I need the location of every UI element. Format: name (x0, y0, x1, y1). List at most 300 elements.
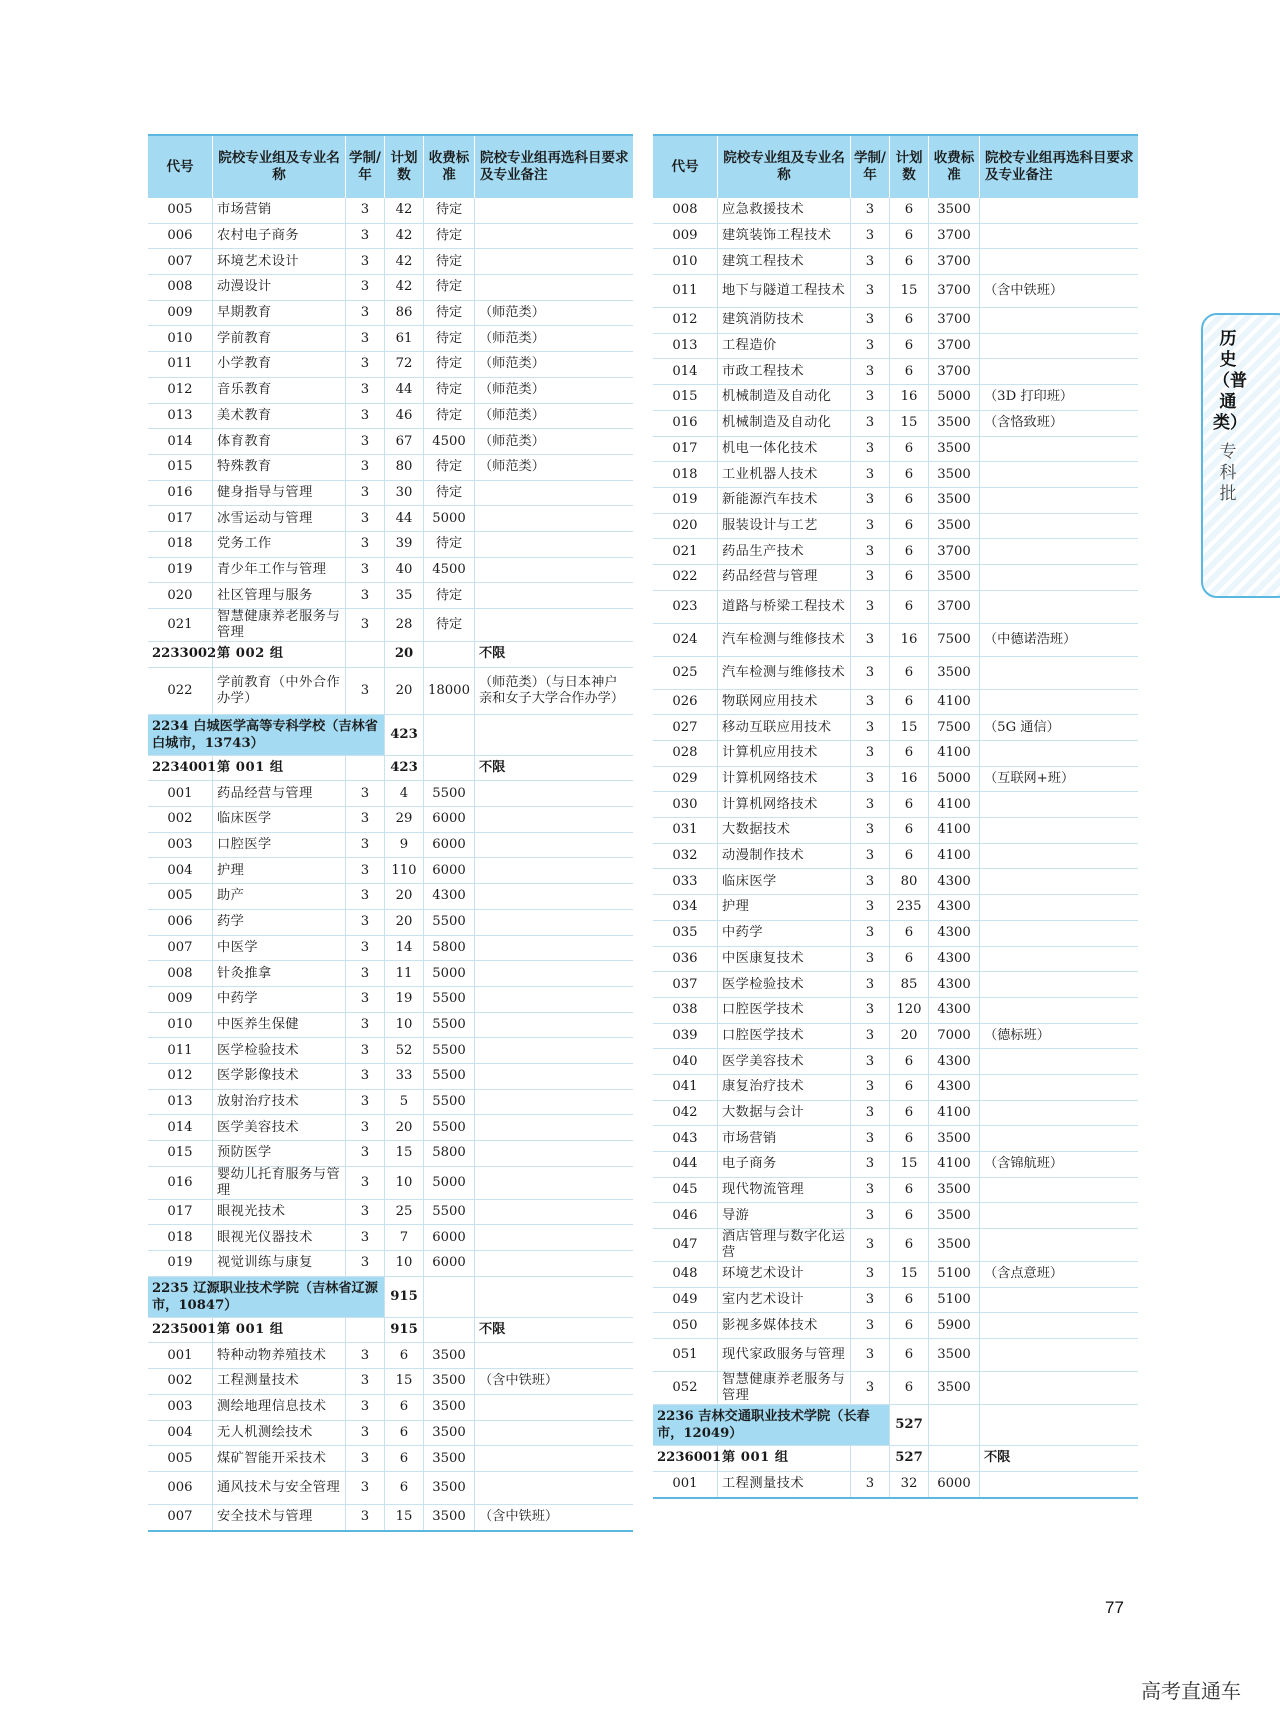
major-fee: 待定 (424, 609, 475, 642)
major-remark (980, 359, 1139, 385)
major-fee: 3500 (929, 1126, 980, 1152)
major-name: 针灸推拿 (213, 961, 346, 987)
major-row (148, 249, 633, 275)
major-remark (980, 1074, 1139, 1100)
major-plan: 10 (385, 1251, 424, 1277)
major-row (148, 961, 633, 987)
major-remark (475, 531, 634, 557)
major-row (653, 590, 1138, 623)
major-fee: 3700 (929, 359, 980, 385)
major-fee: 5500 (424, 909, 475, 935)
group-code: 2233002 (148, 642, 213, 668)
major-code: 031 (653, 818, 718, 844)
major-fee: 3700 (929, 308, 980, 334)
major-code: 001 (653, 1471, 718, 1497)
major-name: 动漫设计 (213, 275, 346, 301)
major-code: 001 (148, 1343, 213, 1369)
major-name: 现代物流管理 (718, 1177, 851, 1203)
major-years: 3 (346, 1471, 385, 1504)
major-name: 特种动物养殖技术 (213, 1343, 346, 1369)
major-plan: 6 (890, 513, 929, 539)
major-fee: 3500 (929, 410, 980, 436)
group-row (148, 755, 633, 781)
major-plan: 20 (385, 884, 424, 910)
major-row (148, 884, 633, 910)
major-name: 健身指导与管理 (213, 480, 346, 506)
major-row (148, 480, 633, 506)
major-row (148, 352, 633, 378)
major-code: 002 (148, 1369, 213, 1395)
major-name: 新能源汽车技术 (718, 487, 851, 513)
major-row (653, 1471, 1138, 1497)
major-remark (980, 895, 1139, 921)
school-plan: 423 (385, 714, 424, 755)
major-remark (980, 564, 1139, 590)
major-years: 3 (346, 1166, 385, 1199)
major-code: 009 (653, 223, 718, 249)
major-code: 007 (148, 935, 213, 961)
major-years: 3 (346, 352, 385, 378)
major-plan: 42 (385, 198, 424, 223)
major-code: 021 (653, 539, 718, 565)
major-plan: 10 (385, 1012, 424, 1038)
major-years: 3 (346, 506, 385, 532)
major-fee: 3500 (424, 1343, 475, 1369)
side-tab-batch: 专科批 (1219, 442, 1237, 504)
major-name: 工业机器人技术 (718, 462, 851, 488)
major-row (653, 1177, 1138, 1203)
major-plan: 10 (385, 1166, 424, 1199)
major-years: 3 (851, 1229, 890, 1262)
major-remark: （含恪致班） (980, 410, 1139, 436)
major-code: 014 (653, 359, 718, 385)
major-remark (980, 436, 1139, 462)
major-fee: 5500 (424, 1038, 475, 1064)
major-fee: 4300 (929, 997, 980, 1023)
major-years: 3 (851, 462, 890, 488)
major-fee: 待定 (424, 326, 475, 352)
major-row (653, 766, 1138, 792)
major-years: 3 (346, 1141, 385, 1167)
major-fee: 5900 (929, 1313, 980, 1339)
header-fee: 收费标准 (929, 135, 980, 198)
major-fee: 6000 (424, 1225, 475, 1251)
major-name: 康复治疗技术 (718, 1074, 851, 1100)
major-remark (475, 609, 634, 642)
major-fee: 3500 (929, 1203, 980, 1229)
major-code: 010 (653, 249, 718, 275)
school-req-empty (475, 1276, 634, 1317)
major-code: 015 (653, 385, 718, 411)
major-code: 015 (148, 1141, 213, 1167)
major-remark (980, 1313, 1139, 1339)
major-row (653, 1287, 1138, 1313)
major-code: 003 (148, 1394, 213, 1420)
major-years: 3 (346, 198, 385, 223)
major-name: 音乐教育 (213, 377, 346, 403)
major-fee: 待定 (424, 249, 475, 275)
major-code: 022 (653, 564, 718, 590)
major-years: 3 (346, 1038, 385, 1064)
major-code: 052 (653, 1372, 718, 1405)
major-remark (980, 741, 1139, 767)
major-code: 036 (653, 946, 718, 972)
major-years: 3 (346, 1063, 385, 1089)
major-code: 017 (148, 506, 213, 532)
major-plan: 6 (385, 1471, 424, 1504)
major-name: 预防医学 (213, 1141, 346, 1167)
major-row (653, 1313, 1138, 1339)
major-row (148, 1141, 633, 1167)
major-remark (980, 792, 1139, 818)
major-plan: 6 (890, 436, 929, 462)
major-plan: 16 (890, 766, 929, 792)
major-name: 动漫制作技术 (718, 843, 851, 869)
major-code: 033 (653, 869, 718, 895)
major-years: 3 (346, 223, 385, 249)
major-row (653, 1372, 1138, 1405)
major-years: 3 (851, 223, 890, 249)
major-plan: 6 (385, 1420, 424, 1446)
group-fee-empty (424, 642, 475, 668)
major-code: 029 (653, 766, 718, 792)
major-code: 006 (148, 909, 213, 935)
major-fee: 待定 (424, 403, 475, 429)
major-plan: 120 (890, 997, 929, 1023)
major-fee: 4300 (929, 895, 980, 921)
major-years: 3 (851, 564, 890, 590)
major-code: 018 (148, 531, 213, 557)
major-years: 3 (346, 1199, 385, 1225)
major-name: 移动互联应用技术 (718, 715, 851, 741)
major-remark (980, 869, 1139, 895)
major-fee: 6000 (424, 858, 475, 884)
major-fee: 7500 (929, 715, 980, 741)
major-name: 临床医学 (213, 807, 346, 833)
major-remark (475, 832, 634, 858)
major-years: 3 (346, 858, 385, 884)
major-years: 3 (851, 1074, 890, 1100)
major-years: 3 (851, 792, 890, 818)
major-code: 017 (148, 1199, 213, 1225)
major-plan: 6 (890, 1177, 929, 1203)
major-remark (980, 1203, 1139, 1229)
major-row (148, 1369, 633, 1395)
major-code: 013 (653, 333, 718, 359)
major-remark (980, 920, 1139, 946)
major-row (148, 403, 633, 429)
major-row (148, 198, 633, 223)
major-plan: 235 (890, 895, 929, 921)
major-remark (475, 480, 634, 506)
major-code: 004 (148, 1420, 213, 1446)
major-code: 011 (148, 1038, 213, 1064)
major-remark (980, 513, 1139, 539)
major-remark (475, 1446, 634, 1472)
major-code: 010 (148, 326, 213, 352)
major-fee: 5000 (424, 961, 475, 987)
major-plan: 6 (385, 1394, 424, 1420)
major-row (653, 1339, 1138, 1372)
major-plan: 6 (890, 1287, 929, 1313)
major-plan: 33 (385, 1063, 424, 1089)
major-name: 智慧健康养老服务与管理 (213, 609, 346, 642)
major-name: 无人机测绘技术 (213, 1420, 346, 1446)
major-years: 3 (851, 1262, 890, 1288)
major-row (653, 689, 1138, 715)
major-remark: （师范类）（与日本神户亲和女子大学合作办学） (475, 667, 634, 714)
major-code: 007 (148, 249, 213, 275)
major-fee: 3500 (929, 1339, 980, 1372)
major-remark (475, 1394, 634, 1420)
major-name: 物联网应用技术 (718, 689, 851, 715)
major-code: 014 (148, 1115, 213, 1141)
major-years: 3 (346, 480, 385, 506)
major-name: 工程造价 (718, 333, 851, 359)
major-row (653, 1262, 1138, 1288)
header-code: 代号 (653, 135, 718, 198)
major-years: 3 (346, 1394, 385, 1420)
major-years: 3 (851, 997, 890, 1023)
school-req-empty (980, 1405, 1139, 1446)
major-fee: 3500 (929, 656, 980, 689)
major-remark (475, 858, 634, 884)
major-plan: 52 (385, 1038, 424, 1064)
major-code: 011 (148, 352, 213, 378)
major-fee: 3500 (929, 1229, 980, 1262)
major-code: 018 (148, 1225, 213, 1251)
major-years: 3 (346, 807, 385, 833)
major-name: 建筑工程技术 (718, 249, 851, 275)
major-plan: 110 (385, 858, 424, 884)
major-name: 影视多媒体技术 (718, 1313, 851, 1339)
major-name: 体育教育 (213, 429, 346, 455)
major-plan: 6 (890, 590, 929, 623)
major-years: 3 (346, 377, 385, 403)
major-years: 3 (346, 832, 385, 858)
major-name: 放射治疗技术 (213, 1089, 346, 1115)
major-name: 医学美容技术 (718, 1049, 851, 1075)
major-plan: 40 (385, 557, 424, 583)
major-remark (980, 1049, 1139, 1075)
page-number: 77 (1105, 1598, 1124, 1617)
major-row (653, 275, 1138, 308)
group-plan: 527 (890, 1446, 929, 1472)
major-years: 3 (346, 583, 385, 609)
major-name: 机械制造及自动化 (718, 410, 851, 436)
major-row (653, 198, 1138, 223)
major-plan: 6 (890, 487, 929, 513)
major-row (653, 410, 1138, 436)
major-code: 012 (148, 377, 213, 403)
header-years: 学制/年 (851, 135, 890, 198)
major-code: 026 (653, 689, 718, 715)
major-code: 011 (653, 275, 718, 308)
section-side-tab (1201, 313, 1280, 598)
major-row (653, 1203, 1138, 1229)
major-fee: 4100 (929, 843, 980, 869)
major-remark (980, 656, 1139, 689)
major-name: 眼视光仪器技术 (213, 1225, 346, 1251)
major-fee: 3500 (424, 1420, 475, 1446)
major-remark (980, 487, 1139, 513)
major-name: 美术教育 (213, 403, 346, 429)
major-name: 药品生产技术 (718, 539, 851, 565)
major-fee: 3500 (929, 1177, 980, 1203)
major-plan: 6 (890, 1074, 929, 1100)
major-code: 024 (653, 623, 718, 656)
major-remark: （德标班） (980, 1023, 1139, 1049)
major-code: 050 (653, 1313, 718, 1339)
major-row (148, 1471, 633, 1504)
major-row (148, 429, 633, 455)
major-remark: （含中铁班） (980, 275, 1139, 308)
major-row (653, 359, 1138, 385)
major-remark (475, 249, 634, 275)
major-years: 3 (851, 1177, 890, 1203)
major-code: 034 (653, 895, 718, 921)
major-fee: 4300 (929, 869, 980, 895)
group-row (653, 1446, 1138, 1472)
major-code: 039 (653, 1023, 718, 1049)
major-row (148, 377, 633, 403)
major-remark (980, 223, 1139, 249)
major-remark (980, 997, 1139, 1023)
major-row (653, 1074, 1138, 1100)
major-name: 服装设计与工艺 (718, 513, 851, 539)
major-row (653, 513, 1138, 539)
major-remark (475, 1343, 634, 1369)
major-remark (980, 1229, 1139, 1262)
major-code: 020 (148, 583, 213, 609)
major-code: 023 (653, 590, 718, 623)
major-row (148, 1199, 633, 1225)
major-remark (980, 249, 1139, 275)
major-plan: 16 (890, 623, 929, 656)
major-years: 3 (346, 531, 385, 557)
group-years-empty (346, 642, 385, 668)
major-plan: 6 (890, 1126, 929, 1152)
major-name: 护理 (213, 858, 346, 884)
major-fee: 3500 (424, 1446, 475, 1472)
major-fee: 18000 (424, 667, 475, 714)
major-plan: 39 (385, 531, 424, 557)
major-remark (980, 689, 1139, 715)
header-fee: 收费标准 (424, 135, 475, 198)
major-plan: 44 (385, 377, 424, 403)
major-code: 042 (653, 1100, 718, 1126)
major-fee: 5000 (929, 766, 980, 792)
major-row (653, 1152, 1138, 1178)
major-fee: 待定 (424, 300, 475, 326)
major-code: 015 (148, 454, 213, 480)
major-plan: 42 (385, 275, 424, 301)
major-plan: 6 (890, 1203, 929, 1229)
major-fee: 5500 (424, 1063, 475, 1089)
major-name: 农村电子商务 (213, 223, 346, 249)
major-years: 3 (346, 986, 385, 1012)
major-code: 051 (653, 1339, 718, 1372)
major-plan: 67 (385, 429, 424, 455)
major-plan: 4 (385, 781, 424, 807)
major-code: 035 (653, 920, 718, 946)
major-years: 3 (851, 972, 890, 998)
major-plan: 6 (890, 920, 929, 946)
major-fee: 4500 (424, 429, 475, 455)
major-years: 3 (851, 308, 890, 334)
major-name: 酒店管理与数字化运营 (718, 1229, 851, 1262)
major-name: 口腔医学技术 (718, 997, 851, 1023)
major-row (148, 506, 633, 532)
major-fee: 5500 (424, 1012, 475, 1038)
major-remark (475, 1199, 634, 1225)
major-plan: 15 (890, 1262, 929, 1288)
major-plan: 6 (890, 1049, 929, 1075)
major-plan: 85 (890, 972, 929, 998)
major-years: 3 (851, 513, 890, 539)
major-code: 018 (653, 462, 718, 488)
major-code: 007 (148, 1504, 213, 1530)
major-years: 3 (346, 557, 385, 583)
side-tab-category: 历史（普通类） (1213, 329, 1247, 433)
major-plan: 6 (890, 249, 929, 275)
major-remark (475, 275, 634, 301)
major-plan: 6 (890, 1229, 929, 1262)
major-remark: （师范类） (475, 326, 634, 352)
major-fee: 6000 (929, 1471, 980, 1497)
major-row (148, 935, 633, 961)
major-row (653, 623, 1138, 656)
major-years: 3 (851, 1203, 890, 1229)
major-name: 工程测量技术 (718, 1471, 851, 1497)
major-fee: 5000 (929, 385, 980, 411)
major-years: 3 (851, 895, 890, 921)
group-plan: 20 (385, 642, 424, 668)
group-fee-empty (424, 755, 475, 781)
major-row (653, 487, 1138, 513)
school-fee-empty (424, 1276, 475, 1317)
major-remark (980, 308, 1139, 334)
major-plan: 25 (385, 1199, 424, 1225)
major-fee: 4100 (929, 818, 980, 844)
header-code: 代号 (148, 135, 213, 198)
major-name: 社区管理与服务 (213, 583, 346, 609)
major-years: 3 (346, 1115, 385, 1141)
major-fee: 3700 (929, 249, 980, 275)
major-remark (980, 1126, 1139, 1152)
major-row (148, 1394, 633, 1420)
major-years: 3 (851, 869, 890, 895)
major-fee: 3500 (929, 462, 980, 488)
major-years: 3 (346, 326, 385, 352)
major-years: 3 (851, 436, 890, 462)
major-years: 3 (851, 843, 890, 869)
major-code: 022 (148, 667, 213, 714)
major-code: 013 (148, 1089, 213, 1115)
major-remark: （5G 通信） (980, 715, 1139, 741)
major-remark: （师范类） (475, 377, 634, 403)
group-plan: 423 (385, 755, 424, 781)
major-row (148, 223, 633, 249)
major-row (653, 1229, 1138, 1262)
major-name: 医学检验技术 (213, 1038, 346, 1064)
major-plan: 6 (890, 946, 929, 972)
major-years: 3 (851, 1372, 890, 1405)
header-plan: 计划数 (890, 135, 929, 198)
major-name: 汽车检测与维修技术 (718, 623, 851, 656)
major-plan: 6 (890, 843, 929, 869)
major-fee: 待定 (424, 480, 475, 506)
